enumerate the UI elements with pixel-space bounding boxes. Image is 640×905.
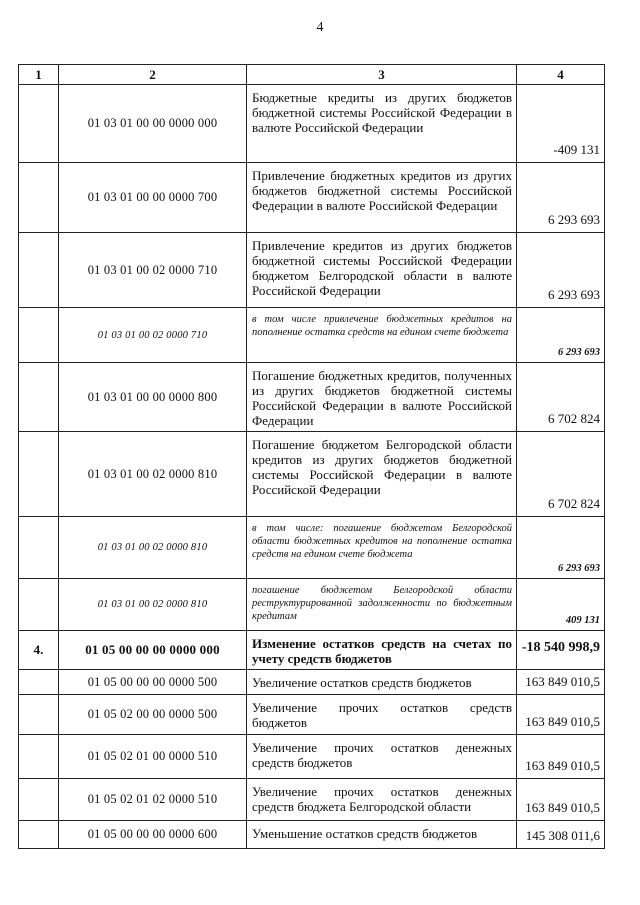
table-row [19,308,605,363]
budget-code: 01 03 01 00 00 0000 800 [59,363,247,432]
row-description: Увеличение прочих остатков денежных средств бюджета Белгородской области [247,779,517,821]
budget-code: 01 03 01 00 02 0000 710 [59,233,247,308]
row-description: Уменьшение остатков средств бюджетов [247,821,517,849]
row-amount: 6 293 693 [517,517,605,579]
row-number [19,779,59,821]
row-number [19,85,59,163]
row-description: Изменение остатков средств на счетах по учету средств бюджетов [247,631,517,670]
header-col-4: 4 [517,65,605,85]
budget-code: 01 03 01 00 02 0000 710 [59,308,247,363]
row-number [19,308,59,363]
budget-code: 01 03 01 00 02 0000 810 [59,432,247,517]
budget-code: 01 05 00 00 00 0000 500 [59,670,247,695]
row-amount: 6 293 693 [517,308,605,363]
header-col-1: 1 [19,65,59,85]
budget-code: 01 05 02 00 00 0000 500 [59,695,247,735]
row-description: Увеличение прочих остатков денежных средств бюджетов [247,735,517,779]
table-row [19,233,605,308]
budget-sources-table [18,64,605,849]
budget-code: 01 05 00 00 00 0000 000 [59,631,247,670]
row-description: погашение бюджетом Белгородской области реструктурированной задолженности по бюджетным кредитам [247,579,517,631]
row-number [19,517,59,579]
row-amount: 6 293 693 [517,233,605,308]
row-number [19,233,59,308]
budget-code: 01 05 02 01 02 0000 510 [59,779,247,821]
budget-code: 01 05 02 01 00 0000 510 [59,735,247,779]
row-number: 4. [19,631,59,670]
row-amount: 163 849 010,5 [517,670,605,695]
table-row [19,821,605,849]
table-row [19,735,605,779]
row-description: Увеличение остатков средств бюджетов [247,670,517,695]
row-amount: 163 849 010,5 [517,735,605,779]
row-number [19,735,59,779]
row-amount: 409 131 [517,579,605,631]
header-col-2: 2 [59,65,247,85]
row-description: Привлечение кредитов из других бюджетов бюджетной системы Российской Федерации бюджетом Белгородской области в валюте Российской Федерации [247,233,517,308]
budget-code: 01 05 00 00 00 0000 600 [59,821,247,849]
table-row [19,631,605,670]
row-amount: 6 702 824 [517,363,605,432]
table-row [19,163,605,233]
table-row [19,363,605,432]
page-number: 4 [316,20,324,35]
row-amount: 6 702 824 [517,432,605,517]
budget-code: 01 03 01 00 00 0000 700 [59,163,247,233]
row-number [19,821,59,849]
row-number [19,163,59,233]
row-number [19,363,59,432]
budget-code: 01 03 01 00 02 0000 810 [59,579,247,631]
budget-code: 01 03 01 00 00 0000 000 [59,85,247,163]
table-row [19,670,605,695]
row-number [19,579,59,631]
row-number [19,670,59,695]
row-amount: 6 293 693 [517,163,605,233]
table-row [19,779,605,821]
row-amount: 145 308 011,6 [517,821,605,849]
row-description: в том числе: погашение бюджетом Белгородской области бюджетных кредитов на пополнение остатка средств на едином счете бюджета [247,517,517,579]
row-description: Погашение бюджетом Белгородской области кредитов из других бюджетов бюджетной системы Российской Федерации в валюте Российской Федерации [247,432,517,517]
row-description: Бюджетные кредиты из других бюджетов бюджетной системы Российской Федерации в валюте Российской Федерации [247,85,517,163]
row-description: Увеличение прочих остатков средств бюджетов [247,695,517,735]
table-row [19,432,605,517]
budget-code: 01 03 01 00 02 0000 810 [59,517,247,579]
row-amount: -18 540 998,9 [517,631,605,670]
row-description: в том числе привлечение бюджетных кредитов на пополнение остатка средств на едином счете бюджета [247,308,517,363]
row-description: Погашение бюджетных кредитов, полученных из других бюджетов бюджетной системы Российской Федерации в валюте Российской Федерации [247,363,517,432]
table-row [19,579,605,631]
row-description: Привлечение бюджетных кредитов из других бюджетов бюджетной системы Российской Федерации в валюте Российской Федерации [247,163,517,233]
row-number [19,432,59,517]
row-amount: 163 849 010,5 [517,779,605,821]
header-col-3: 3 [247,65,517,85]
table-row [19,517,605,579]
table-row [19,85,605,163]
row-amount: -409 131 [517,85,605,163]
header-row [19,65,605,85]
table-row [19,695,605,735]
row-number [19,695,59,735]
row-amount: 163 849 010,5 [517,695,605,735]
